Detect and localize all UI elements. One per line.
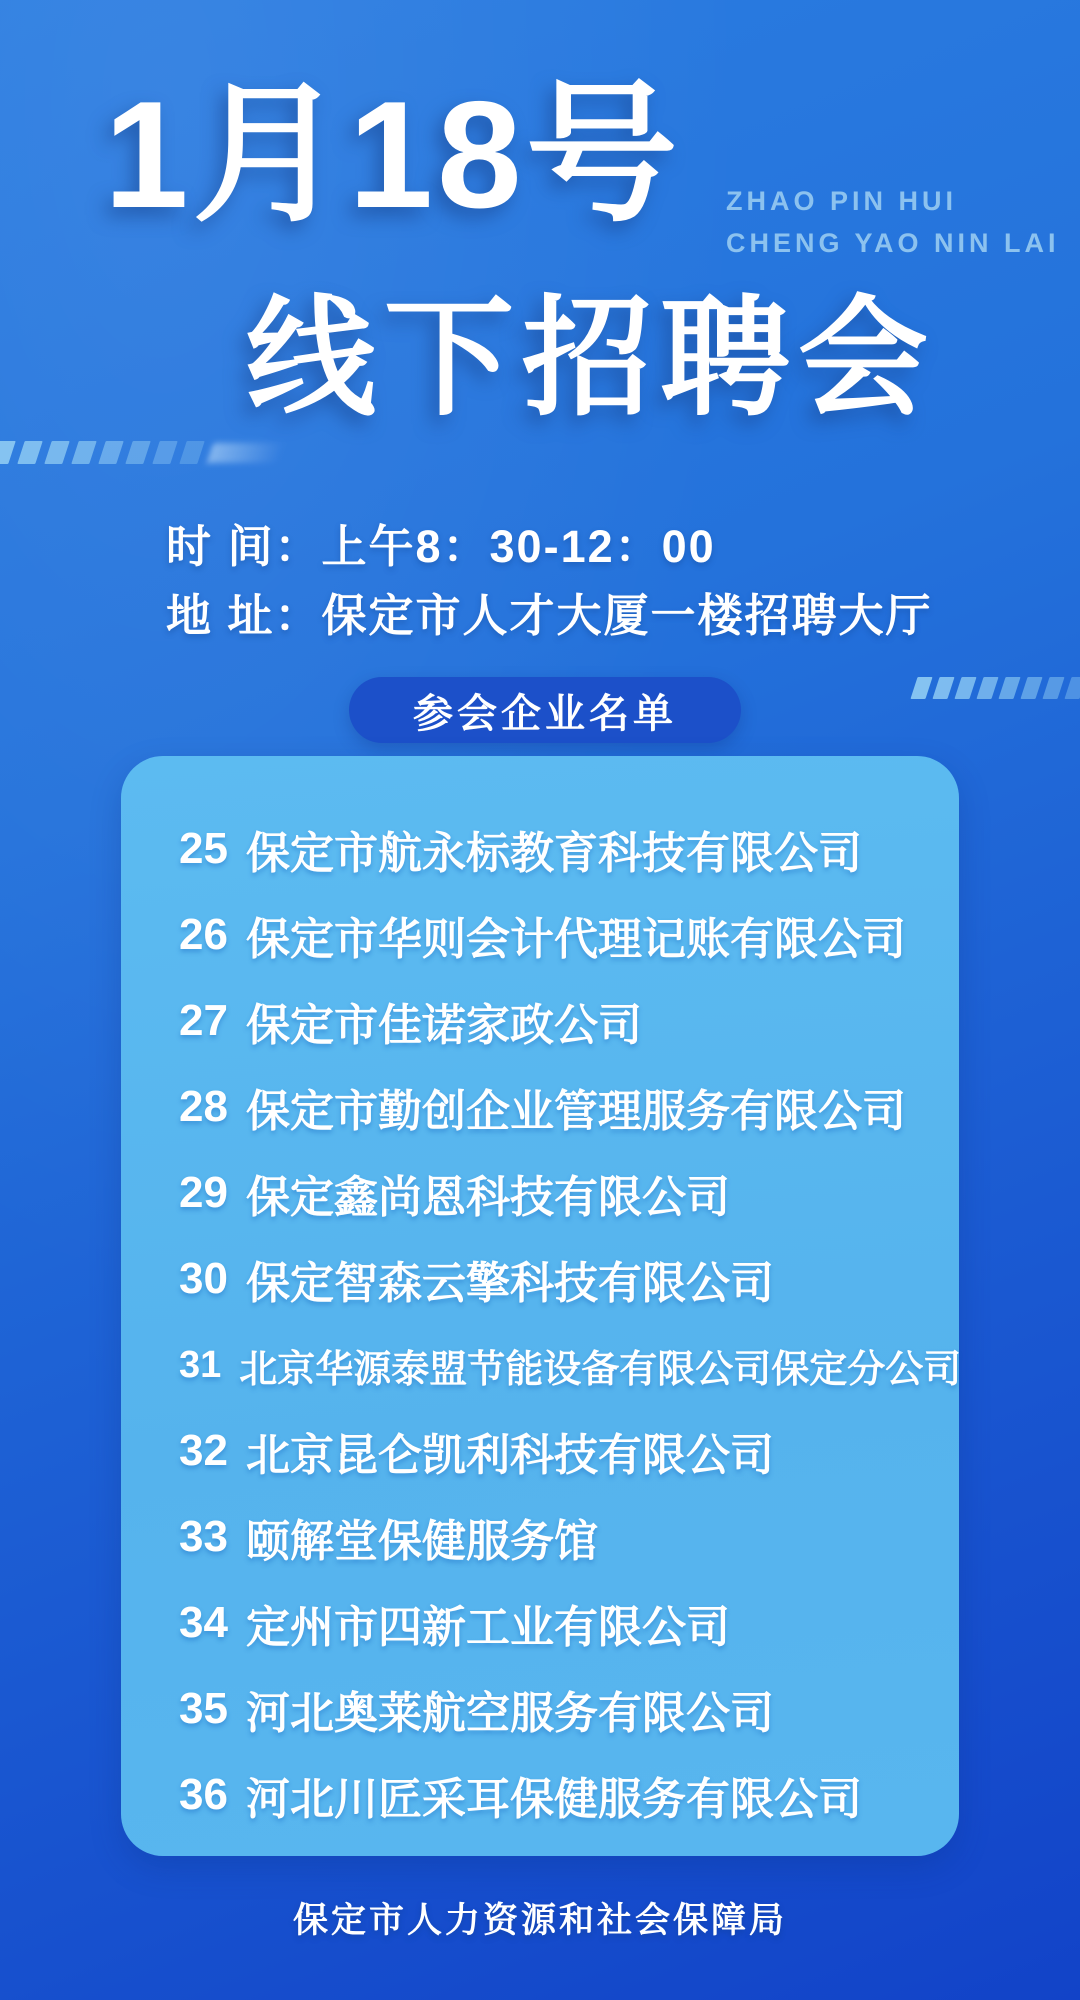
footer-organizer: 保定市人力资源和社会保障局 — [292, 1901, 787, 1940]
company-row — [179, 1408, 959, 1494]
company-name: 河北奥莱航空服务有限公司 — [245, 1689, 774, 1738]
speed-dash — [910, 677, 932, 699]
speed-dash — [17, 441, 42, 464]
company-name: 保定市勤创企业管理服务有限公司 — [245, 1087, 906, 1136]
company-list-panel — [121, 756, 962, 1856]
speed-dash — [152, 441, 177, 464]
company-row — [179, 978, 959, 1064]
speed-dash — [44, 441, 69, 464]
decor-dashes-right — [914, 677, 1080, 699]
speed-dash — [954, 677, 976, 699]
company-name: 北京华源泰盟节能设备有限公司保定分公司 — [239, 1348, 962, 1391]
speed-dash — [179, 441, 204, 464]
company-number: 28 — [179, 1082, 228, 1131]
company-number: 33 — [179, 1512, 228, 1561]
company-name: 保定市佳诺家政公司 — [245, 1001, 642, 1050]
company-number: 25 — [179, 824, 228, 873]
company-number: 36 — [179, 1770, 228, 1819]
company-number: 32 — [179, 1426, 228, 1475]
company-row — [179, 1666, 959, 1752]
speed-dash — [1020, 677, 1042, 699]
speed-dash-streak — [207, 443, 285, 463]
pinyin-line-1: ZHAO PIN HUI — [726, 186, 958, 216]
company-number: 31 — [179, 1343, 222, 1386]
speed-dash — [1064, 677, 1080, 699]
company-row — [179, 1322, 962, 1408]
speed-dash — [125, 441, 150, 464]
company-name: 保定鑫尚恩科技有限公司 — [245, 1173, 730, 1222]
event-time: 时 间：上午8：30-12：00 — [166, 521, 716, 572]
company-name: 保定市华则会计代理记账有限公司 — [245, 915, 906, 964]
poster-date-title: 1月18号 — [104, 70, 682, 240]
poster-main-title: 线下招聘会 — [246, 285, 937, 431]
company-row — [179, 892, 959, 978]
company-number: 29 — [179, 1168, 228, 1217]
pinyin-subtitle — [726, 180, 1060, 264]
company-row — [179, 1752, 959, 1838]
company-list-badge: 参会企业名单 — [349, 677, 741, 743]
company-row — [179, 806, 959, 892]
speed-dash — [71, 441, 96, 464]
speed-dash — [932, 677, 954, 699]
speed-dash — [976, 677, 998, 699]
pinyin-line-2: CHENG YAO NIN LAI — [726, 228, 1060, 258]
decor-dashes-left — [0, 441, 282, 464]
company-row — [179, 1236, 959, 1322]
company-number: 34 — [179, 1598, 228, 1647]
company-name: 颐解堂保健服务馆 — [245, 1517, 598, 1566]
company-row — [179, 1580, 959, 1666]
company-row — [179, 1064, 959, 1150]
event-info — [166, 512, 933, 650]
company-name: 定州市四新工业有限公司 — [245, 1603, 730, 1652]
speed-dash — [998, 677, 1020, 699]
company-name: 保定智森云擎科技有限公司 — [245, 1259, 774, 1308]
company-rows — [179, 806, 962, 1838]
company-number: 35 — [179, 1684, 228, 1733]
company-number: 30 — [179, 1254, 228, 1303]
event-address: 地 址：保定市人才大厦一楼招聘大厅 — [166, 590, 933, 641]
company-name: 河北川匠采耳保健服务有限公司 — [245, 1775, 862, 1824]
company-number: 26 — [179, 910, 228, 959]
company-name: 保定市航永标教育科技有限公司 — [245, 829, 862, 878]
speed-dash — [1042, 677, 1064, 699]
company-row — [179, 1494, 959, 1580]
company-number: 27 — [179, 996, 228, 1045]
company-row — [179, 1150, 959, 1236]
company-name: 北京昆仑凯利科技有限公司 — [245, 1431, 774, 1480]
speed-dash — [0, 441, 16, 464]
speed-dash — [98, 441, 123, 464]
